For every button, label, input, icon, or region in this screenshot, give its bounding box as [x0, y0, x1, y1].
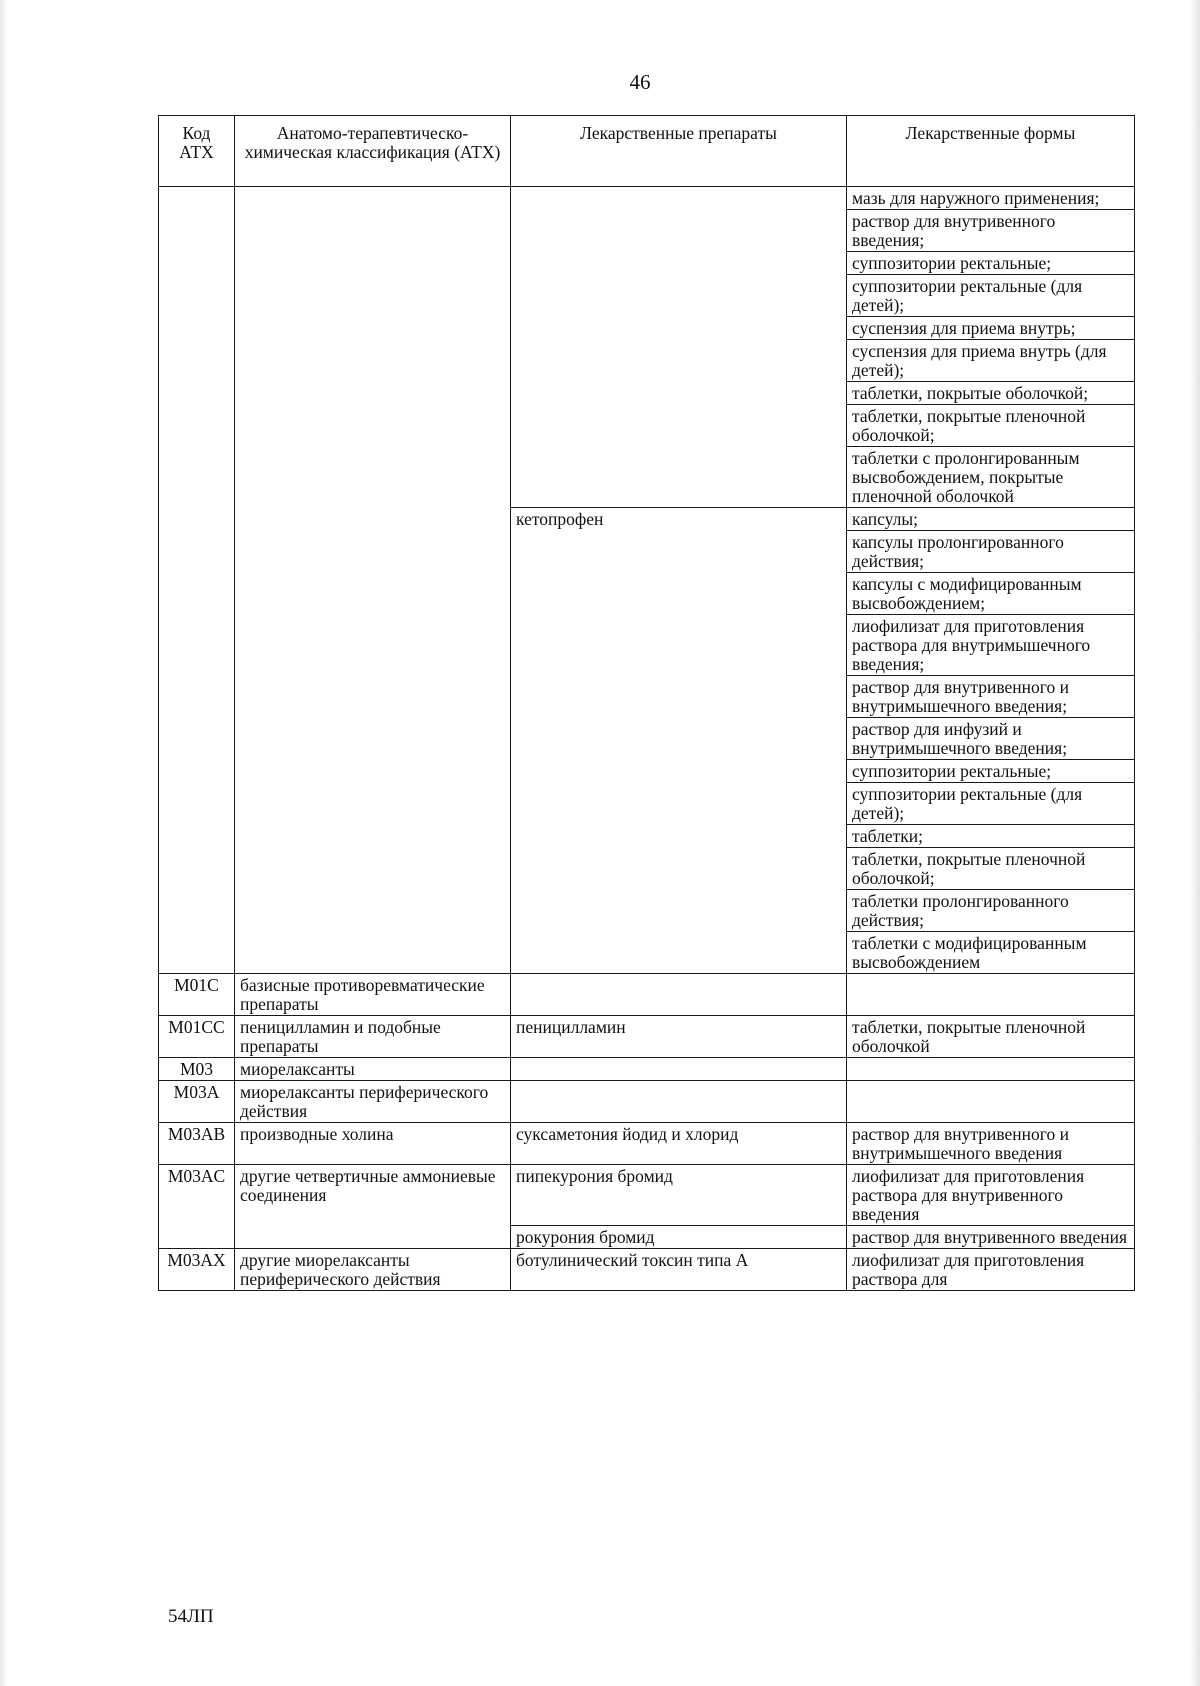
drug-cell: суксаметония йодид и хлорид [511, 1123, 847, 1165]
form-cell [847, 1058, 1135, 1081]
drug-cell: рокурония бромид [511, 1226, 847, 1249]
header-code: Код АТХ [159, 116, 235, 187]
form-cell: раствор для внутривенного введения [847, 1226, 1135, 1249]
form-cell: таблетки пролонгированного действия; [847, 890, 1135, 932]
code-cell: M03AB [159, 1123, 235, 1165]
code-cell: M03 [159, 1058, 235, 1081]
header-atx: Анатомо-терапевтическо-химическая классификация (АТХ) [235, 116, 511, 187]
table-row [159, 1165, 1135, 1226]
drug-cell [511, 1081, 847, 1123]
form-cell: капсулы; [847, 508, 1135, 531]
scan-edge-right [1190, 0, 1200, 1686]
drug-cell: кетопрофен [511, 508, 847, 974]
footer-code: 54ЛП [168, 1606, 214, 1627]
form-cell: суппозитории ректальные; [847, 760, 1135, 783]
form-cell: таблетки, покрытые пленочной оболочкой [847, 1016, 1135, 1058]
header-forms: Лекарственные формы [847, 116, 1135, 187]
form-cell [847, 974, 1135, 1016]
form-cell: раствор для инфузий и внутримышечного введения; [847, 718, 1135, 760]
form-cell: таблетки, покрытые пленочной оболочкой; [847, 405, 1135, 447]
form-cell: таблетки, покрытые оболочкой; [847, 382, 1135, 405]
form-cell: суспензия для приема внутрь (для детей); [847, 340, 1135, 382]
form-cell: раствор для внутривенного введения; [847, 210, 1135, 252]
table-row [159, 187, 1135, 210]
atx-cell: производные холина [235, 1123, 511, 1165]
code-cell: M01CC [159, 1016, 235, 1058]
form-cell: лиофилизат для приготовления раствора для внутривенного введения [847, 1165, 1135, 1226]
table-row [159, 1081, 1135, 1123]
table-row [159, 1123, 1135, 1165]
form-cell: раствор для внутривенного и внутримышечного введения; [847, 676, 1135, 718]
form-cell: лиофилизат для приготовления раствора для [847, 1249, 1135, 1291]
form-cell: таблетки с пролонгированным высвобождением, покрытые пленочной оболочкой [847, 447, 1135, 508]
form-cell: суппозитории ректальные; [847, 252, 1135, 275]
code-cell: M03A [159, 1081, 235, 1123]
drug-cell [511, 974, 847, 1016]
table-row [159, 1016, 1135, 1058]
code-cell: M01C [159, 974, 235, 1016]
drug-cell [511, 1058, 847, 1081]
form-cell: суспензия для приема внутрь; [847, 317, 1135, 340]
drug-cell: ботулинический токсин типа А [511, 1249, 847, 1291]
form-cell: лиофилизат для приготовления раствора для внутримышечного введения; [847, 615, 1135, 676]
table-row [159, 974, 1135, 1016]
atx-cell: другие четвертичные аммониевые соединения [235, 1165, 511, 1249]
table-row [159, 1249, 1135, 1291]
form-cell: суппозитории ректальные (для детей); [847, 275, 1135, 317]
atx-cell: миорелаксанты периферического действия [235, 1081, 511, 1123]
atx-cell: пеницилламин и подобные препараты [235, 1016, 511, 1058]
drug-cell: пипекурония бромид [511, 1165, 847, 1226]
form-cell: таблетки с модифицированным высвобождением [847, 932, 1135, 974]
code-cell: M03AC [159, 1165, 235, 1249]
table-header-row [159, 116, 1135, 187]
atx-cell [235, 187, 511, 974]
form-cell: капсулы пролонгированного действия; [847, 531, 1135, 573]
atx-cell: миорелаксанты [235, 1058, 511, 1081]
form-cell: таблетки, покрытые пленочной оболочкой; [847, 848, 1135, 890]
form-cell: капсулы с модифицированным высвобождением; [847, 573, 1135, 615]
table-row [159, 1058, 1135, 1081]
page-number: 46 [629, 70, 651, 94]
header-drugs: Лекарственные препараты [511, 116, 847, 187]
atx-cell: базисные противоревматические препараты [235, 974, 511, 1016]
atx-table [158, 115, 1135, 1291]
form-cell: раствор для внутривенного и внутримышечного введения [847, 1123, 1135, 1165]
atx-cell: другие миорелаксанты периферического действия [235, 1249, 511, 1291]
drug-cell: пеницилламин [511, 1016, 847, 1058]
form-cell: таблетки; [847, 825, 1135, 848]
form-cell [847, 1081, 1135, 1123]
scan-edge-left [0, 0, 8, 1686]
code-cell [159, 187, 235, 974]
form-cell: суппозитории ректальные (для детей); [847, 783, 1135, 825]
form-cell: мазь для наружного применения; [847, 187, 1135, 210]
code-cell: M03AX [159, 1249, 235, 1291]
drug-cell [511, 187, 847, 508]
